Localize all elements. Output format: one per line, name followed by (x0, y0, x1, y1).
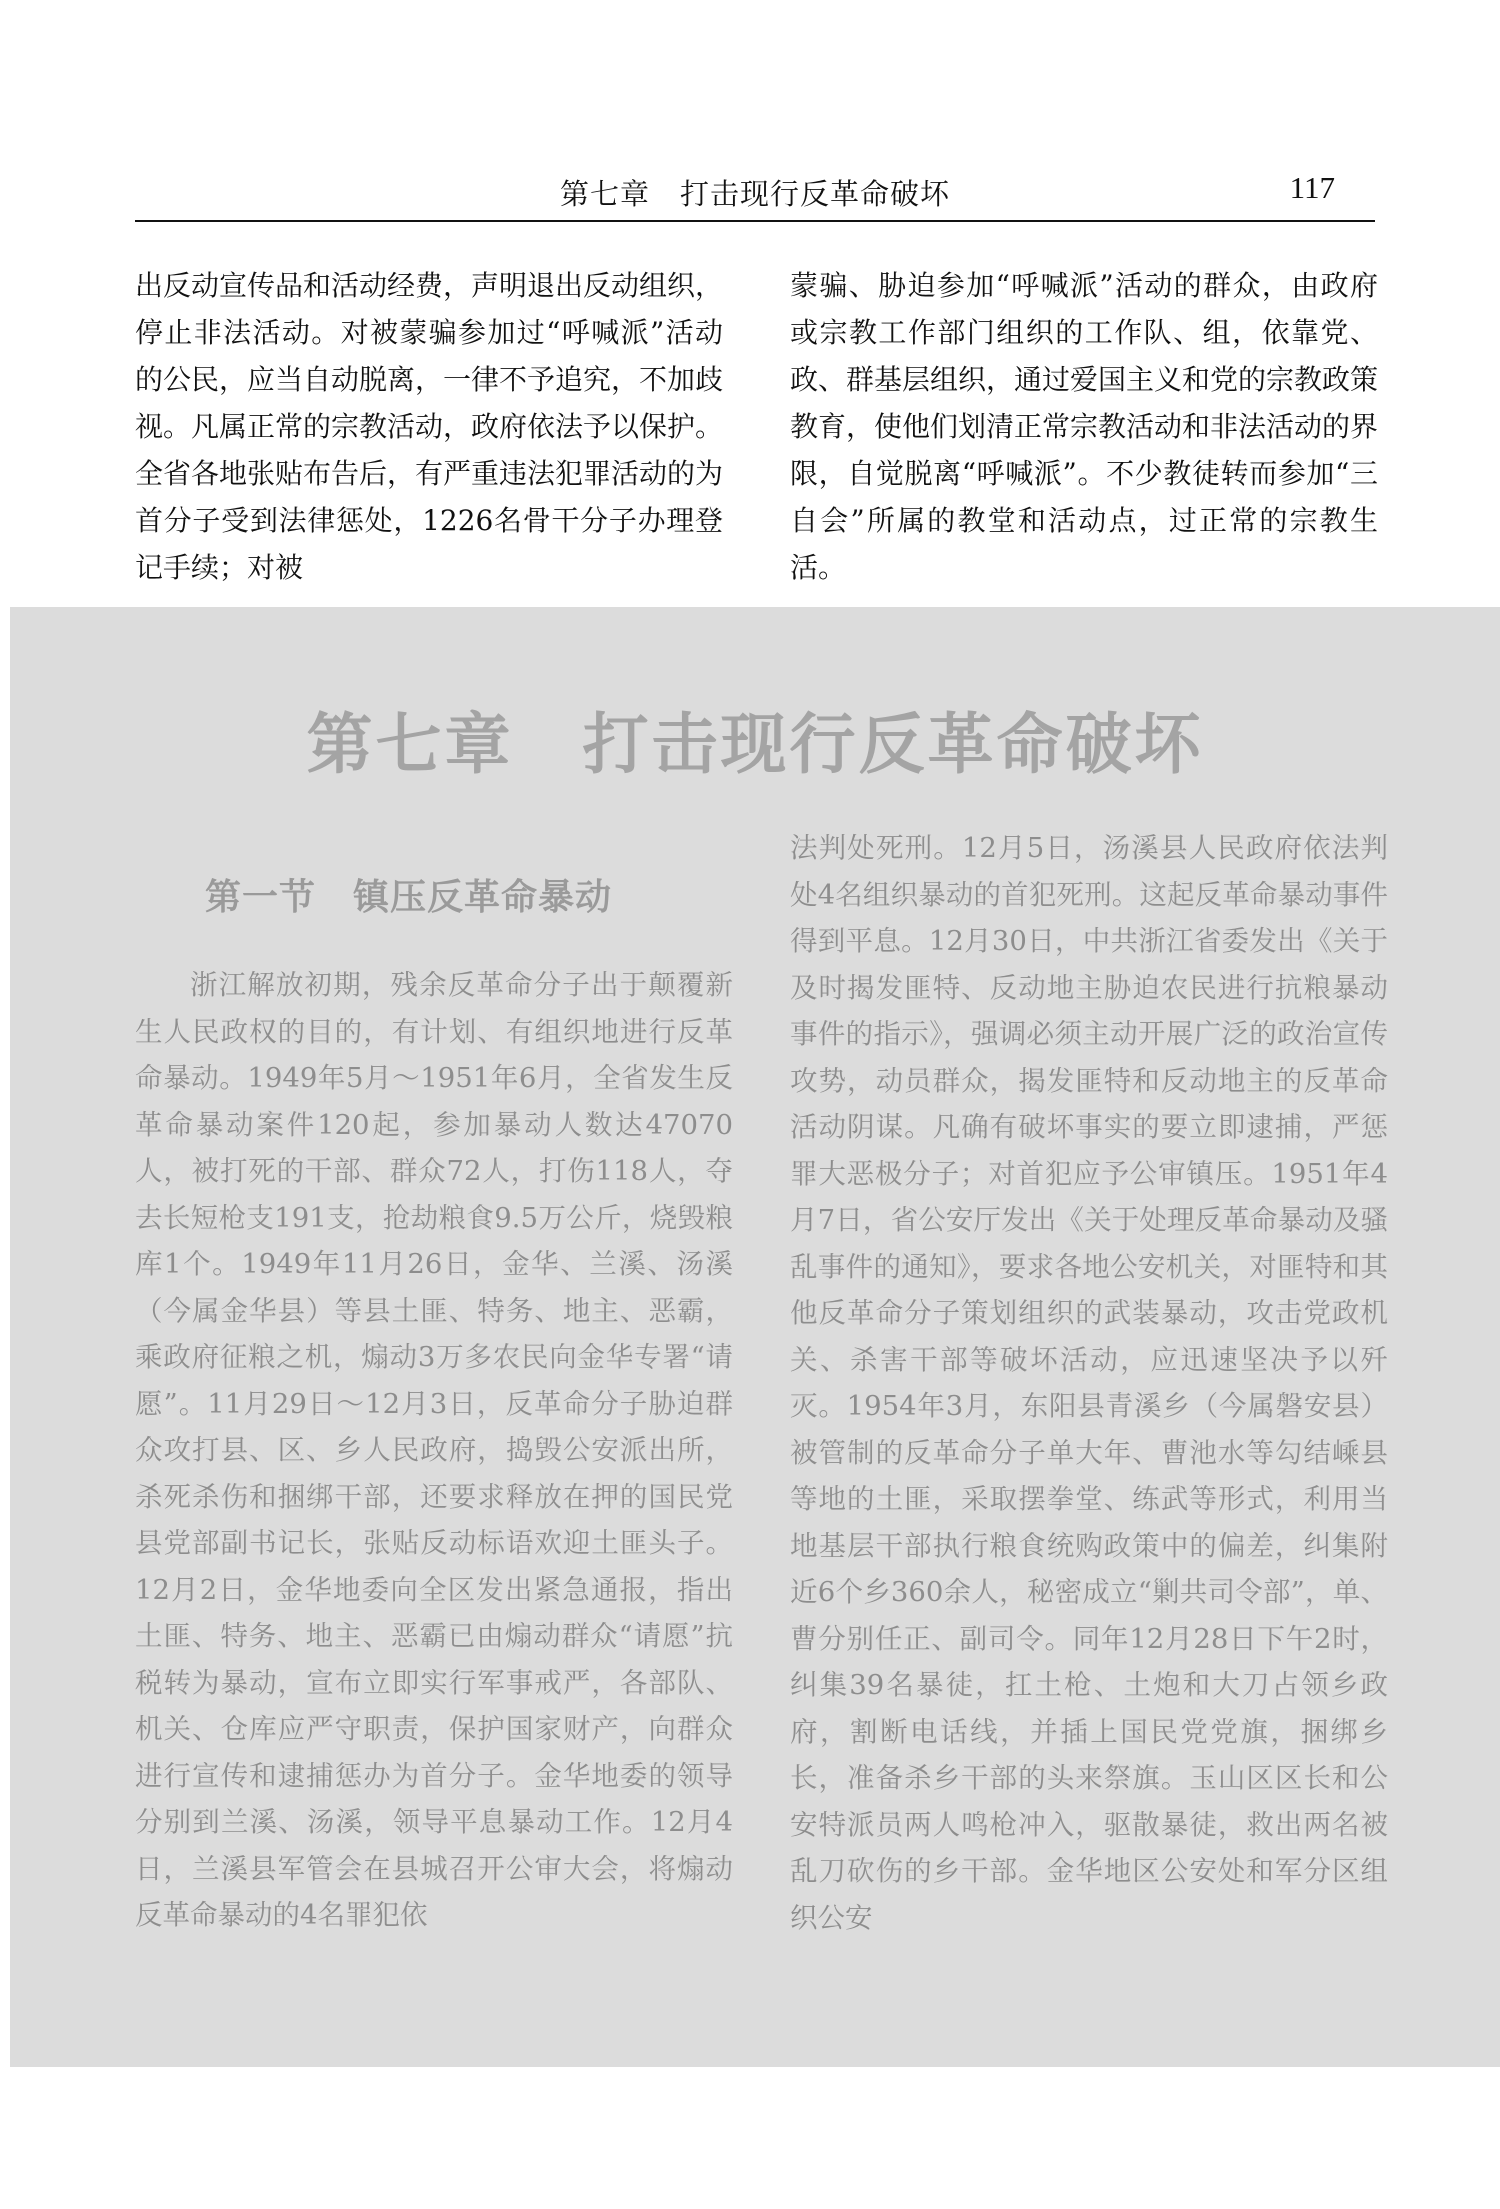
chapter-title: 第七章 打击现行反革命破坏 (306, 705, 1204, 783)
faded-overlay-panel (10, 607, 1500, 2067)
running-header (135, 168, 1375, 222)
top-left-paragraph: 出反动宣传品和活动经费，声明退出反动组织，停止非法活动。对被蒙骗参加过“呼喊派”活动的公民，应当自动脱离，一律不予追究，不加歧视。凡属正常的宗教活动，政府依法予以保护。全省各地张贴布告后，有严重违法犯罪活动的为首分子受到法律惩处，1226名骨干分子办理登记手续；对被 (135, 269, 724, 584)
top-right-paragraph: 蒙骗、胁迫参加“呼喊派”活动的群众，由政府或宗教工作部门组织的工作队、组，依靠党、政、群基层组织，通过爱国主义和党的宗教政策教育，使他们划清正常宗教活动和非法活动的界限，自觉脱离“呼喊派”。不少教徒转而参加“三自会”所属的教堂和活动点，过正常的宗教生活。 (790, 269, 1379, 584)
faded-left-column (135, 962, 733, 1939)
top-left-column (135, 262, 723, 591)
section-title: 第一节 镇压反革命暴动 (205, 876, 613, 918)
faded-right-paragraph: 法判处死刑。12月5日，汤溪县人民政府依法判处4名组织暴动的首犯死刑。这起反革命暴动事件得到平息。12月30日，中共浙江省委发出《关于及时揭发匪特、反动地主胁迫农民进行抗粮暴动事件的指示》，强调必须主动开展广泛的政治宣传攻势，动员群众，揭发匪特和反动地主的反革命活动阴谋。凡确有破坏事实的要立即逮捕，严惩罪大恶极分子；对首犯应予公审镇压。1951年4月7日，省公安厅发出《关于处理反革命暴动及骚乱事件的通知》，要求各地公安机关，对匪特和其他反革命分子策划组织的武装暴动，攻击党政机关、杀害干部等破坏活动，应迅速坚决予以歼灭。1954年3月，东阳县青溪乡（今属磐安县）被管制的反革命分子单大年、曹池水等勾结嵊县等地的土匪，采取摆拳堂、练武等形式，利用当地基层干部执行粮食统购政策中的偏差，纠集附近6个乡360余人，秘密成立“剿共司令部”，单、曹分别任正、副司令。同年12月28日下午2时，纠集39名暴徒，扛土枪、土炮和大刀占领乡政府，割断电话线，并插上国民党党旗，捆绑乡长，准备杀乡干部的头来祭旗。玉山区区长和公安特派员两人鸣枪冲入，驱散暴徒，救出两名被乱刀砍伤的乡干部。金华地区公安处和军分区组织公安 (790, 832, 1388, 1934)
faded-left-paragraph: 浙江解放初期，残余反革命分子出于颠覆新生人民政权的目的，有计划、有组织地进行反革命暴动。1949年5月～1951年6月，全省发生反革命暴动案件120起，参加暴动人数达47070人，被打死的干部、群众72人，打伤118人，夺去长短枪支191支，抢劫粮食9.5万公斤，烧毁粮库1个。1949年11月26日，金华、兰溪、汤溪（今属金华县）等县土匪、特务、地主、恶霸，乘政府征粮之机，煽动3万多农民向金华专署“请愿”。11月29日～12月3日，反革命分子胁迫群众攻打县、区、乡人民政府，捣毁公安派出所，杀死杀伤和捆绑干部，还要求释放在押的国民党县党部副书记长，张贴反动标语欢迎土匪头子。12月2日，金华地委向全区发出紧急通报，指出土匪、特务、地主、恶霸已由煽动群众“请愿”抗税转为暴动，宣布立即实行军事戒严，各部队、机关、仓库应严守职责，保护国家财产，向群众进行宣传和逮捕惩办为首分子。金华地委的领导分别到兰溪、汤溪，领导平息暴动工作。12月4日，兰溪县军管会在县城召开公审大会，将煽动反革命暴动的4名罪犯依 (135, 969, 733, 1931)
faded-right-column (790, 825, 1388, 1941)
page-number: 117 (1289, 170, 1335, 205)
running-header-title: 第七章 打击现行反革命破坏 (559, 177, 950, 211)
top-right-column (790, 262, 1378, 591)
